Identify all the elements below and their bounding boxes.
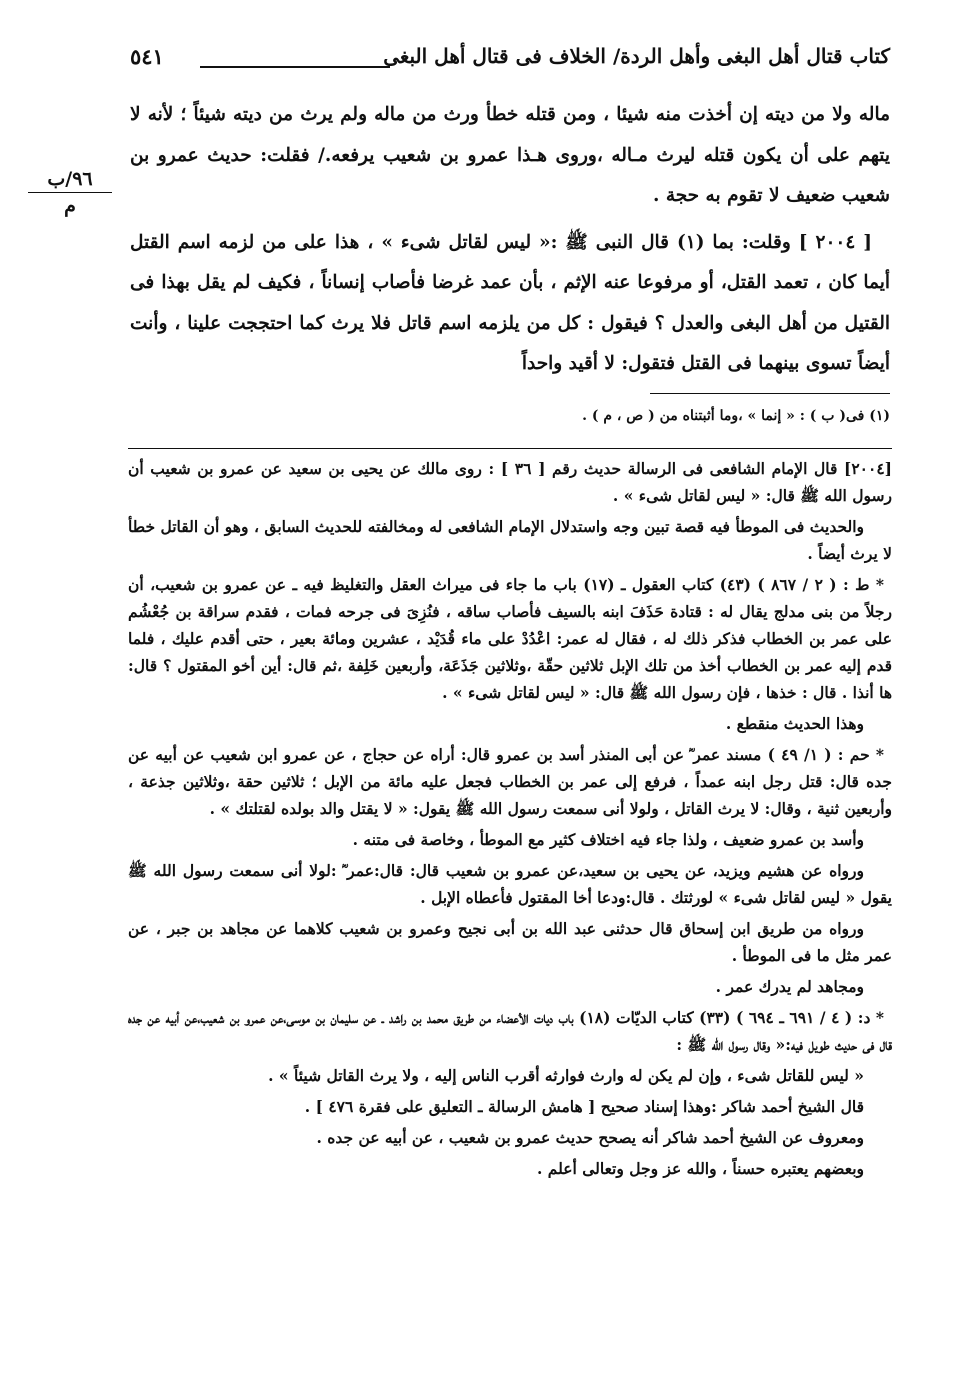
- header-rule: [200, 66, 390, 68]
- main-paragraph: [ ٢٠٠٤ ] وقلت: بما (١) قال النبى ﷺ :« ليس لقاتل شىء » ، هذا على من لزمه اسم القتل أيما كان ، تعمد القتل، أو مرفوعا عنه الإثم ، بأن عمد غرضا فأصاب إنساناً ، فكيف لم يقل بهذا فى القتيل من أهل البغى والعدل ؟ فيقول : كل من يلزمه اسم قاتل فلا يرث كما احتججت علينا ، وأنت أيضاً تسوى بينهما فى القتل فتقول: لا أقيد واحداً: [130, 231, 890, 374]
- commentary-paragraph: وهذا الحديث منقطع .: [725, 714, 864, 733]
- folio-reference: ٩٦/ب: [28, 168, 112, 193]
- commentary-paragraph: ورواه من طريق ابن إسحاق قال حدثنى عبد الله بن أبى نجيح وعمرو بن شعيب كلاهما عن مجاهد بن جبر ، عن عمر مثل ما فى الموطأ .: [128, 919, 892, 965]
- manuscript-folio-note: [28, 168, 112, 217]
- commentary-separator: [128, 448, 892, 449]
- commentary-paragraph: * د: ( ٤ / ٦٩١ ـ ٦٩٤ ) (٣٣) كتاب الديّات (١٨) باب ديات الأعضاء من طريق محمد بن راشد ـ عن سليمان بن موسى،عن عمرو بن شعيب،عن أبيه عن جده قال فى حديث طويل فيه:« وقال رسول الله ﷺ :: [128, 1008, 892, 1054]
- page-number: ٥٤١: [130, 44, 164, 69]
- commentary-paragraph: وأسد بن عمرو ضعيف ، ولذا جاء فيه اختلاف كثير مع الموطأ ، وخاصة فى متنه .: [352, 830, 864, 849]
- commentary-paragraph: * حم : ( ١/ ٤٩ ) مسند عمر ؓ عن أبى المنذر أسد بن عمرو قال: أراه عن حجاج ، عن عمرو ابن شعيب عن أبيه عن جده قال: قتل رجل ابنه عمداً ، فرفع إلى عمر بن الخطاب فجعل عليه مائة من الإبل ؛ ثلاثين حقة ،وثلاثين جذعة ، وأربعين ثنية ، وقال: لا يرث القاتل ، ولولا أنى سمعت رسول الله ﷺ يقول: « لا يقتل والد بولده لقتلتك » .: [128, 745, 892, 818]
- main-paragraph: ماله ولا من ديته إن أخذت منه شيئا ، ومن قتله خطأ ورث من ماله ولم يرث من ديته شيئاً ؛ لأنه لا يتهم على أن يكون قتله ليرث مـاله ،وروى هـذا عمرو بن شعيب يرفعه./ فقلت: حديث عمرو بن شعيب ضعيف لا تقوم به حجة .: [130, 104, 890, 206]
- commentary-paragraph: والحديث فى الموطأ فيه قصة تبين وجه واستدلال الإمام الشافعى له ومخالفته للحديث السابق ، وهو أن القاتل خطأ لا يرث أيضاً .: [128, 517, 892, 563]
- commentary-paragraph: « ليس للقاتل شىء ، وإن لم يكن له وارث فوارثه أقرب الناس إليه ، ولا يرث القاتل شيئاً » .: [268, 1066, 864, 1085]
- main-text: [130, 95, 890, 385]
- running-header: [130, 44, 890, 80]
- footnote-separator: [650, 393, 890, 394]
- commentary-paragraph: ومجاهد لم يدرك عمر .: [715, 977, 864, 996]
- commentary-paragraph: قال الشيخ أحمد شاكر :وهذا إسناد صحيح [ هامش الرسالة ـ التعليق على فقرة ٤٧٦ ] .: [304, 1097, 864, 1116]
- commentary: [128, 455, 892, 1186]
- manuscript-marker: م: [64, 195, 76, 217]
- footnote: (١) فى( ب ) : « إنما » ،وما أثبتناه من ( ص ، م ) .: [582, 408, 890, 424]
- commentary-paragraph: * ط : ( ٢ / ٨٦٧ ) (٤٣) كتاب العقول ـ (١٧) باب ما جاء فى ميراث العقل والتغليظ فيه ـ عن عمرو بن شعيب، أن رجلاً من بنى مدلج يقال له : قتادة حَذَفَ ابنه بالسيف فأصاب ساقه ، فنُزِىَ فى جرحه فمات ، فقدم سراقة بن جُعْشُم على عمر بن الخطاب فذكر ذلك له ، فقال له عمر: اعْدُدْ على ماء قُدَيْد ، عشرين ومائة بعير ، حتى أقدم عليك ، فلما قدم إليه عمر بن الخطاب أخذ من تلك الإبل ثلاثين حقّة ،وثلاثين جَذَعَة، وأربعين خَلِفة ،ثم قال: أين أخو المقتول ؟ قال: ها أنذا . قال : خذها ، فإن رسول الله ﷺ قال: « ليس لقاتل شىء » .: [128, 575, 892, 702]
- chapter-title: كتاب قتال أهل البغى وأهل الردة/ الخلاف فى قتال أهل البغى: [383, 44, 890, 68]
- commentary-paragraph: ومعروف عن الشيخ أحمد شاكر أنه يصحح حديث عمرو بن شعيب ، عن أبيه عن جده .: [316, 1128, 864, 1147]
- commentary-paragraph: [٢٠٠٤] قال الإمام الشافعى فى الرسالة حديث رقم [ ٣٦ ] : روى مالك عن يحيى بن سعيد عن عمرو بن شعيب أن رسول الله ﷺ قال: « ليس لقاتل شىء » .: [128, 459, 892, 505]
- commentary-paragraph: وبعضهم يعتبره حسناً ، والله عز وجل وتعالى أعلم .: [537, 1159, 864, 1178]
- commentary-paragraph: ورواه عن هشيم ويزيد، عن يحيى بن سعيد،عن عمرو بن شعيب قال: قال:عمر ؓ :لولا أنى سمعت رسول الله ﷺ يقول « ليس لقاتل شىء » لورثتك . قال:ودعا أخا المقتول فأعطاه الإبل .: [128, 861, 892, 907]
